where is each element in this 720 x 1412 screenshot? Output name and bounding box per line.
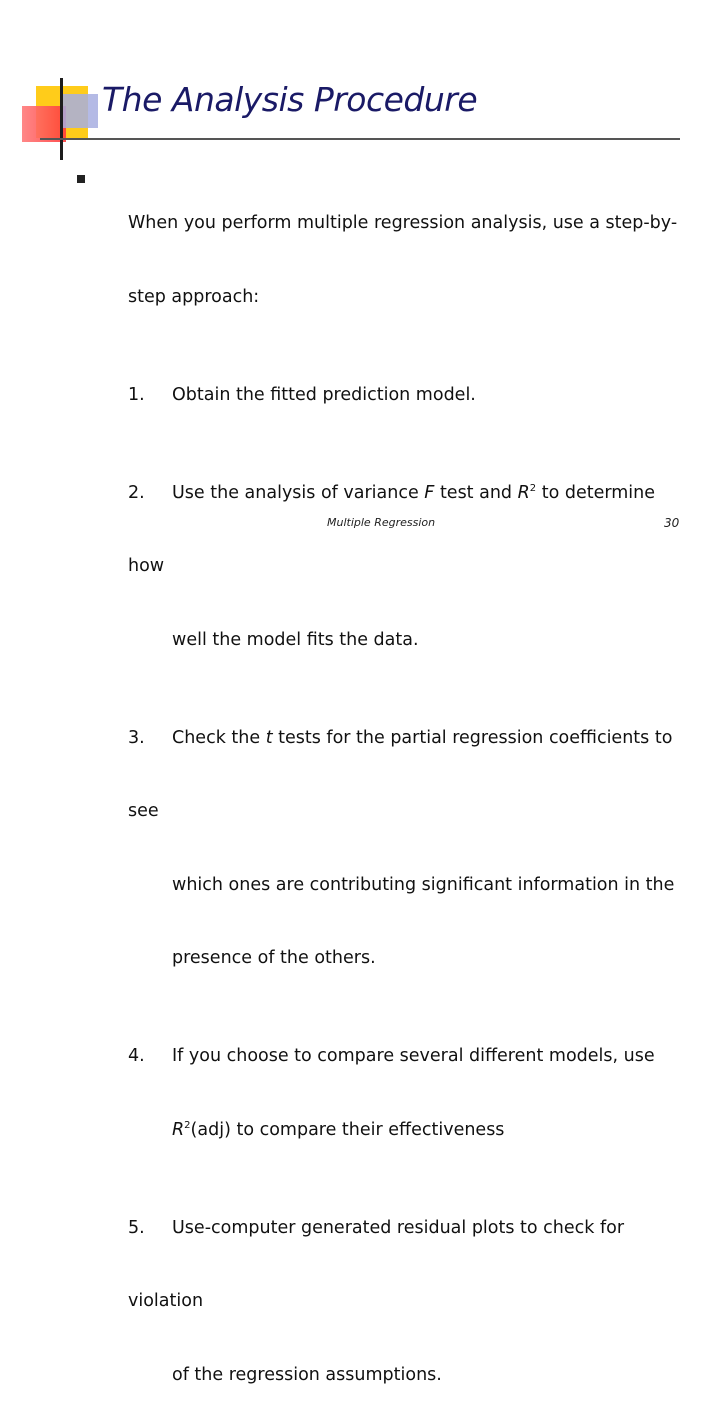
step-text: Use-computer generated residual plots to check for <box>172 1217 625 1238</box>
decorative-vertical-line <box>60 78 63 160</box>
step-2 <box>128 481 688 506</box>
r-symbol: R <box>172 1119 185 1140</box>
step-number: 1. <box>128 384 145 405</box>
step-continuation: of the regression assumptions. <box>172 1364 442 1385</box>
slide-body <box>128 162 688 1412</box>
step-continuation <box>128 1118 688 1143</box>
step-continuation: which ones are contributing significant information in the <box>172 874 675 895</box>
step-text: test and <box>434 482 518 503</box>
step-1 <box>128 383 688 408</box>
step-text: Check the <box>172 727 266 748</box>
decorative-blue-square <box>60 94 98 128</box>
step-number: 4. <box>128 1046 145 1066</box>
step-continuation: well the model fits the data. <box>172 629 419 650</box>
step-number: 2. <box>128 482 145 503</box>
step-text: (adj) to compare their effectiveness <box>190 1119 505 1140</box>
step-text: tests for the partial regression coefficients to <box>272 727 673 748</box>
superscript: 2 <box>184 1119 191 1131</box>
slide-title: The Analysis Procedure <box>102 80 478 119</box>
step-5 <box>128 1216 688 1241</box>
superscript: 2 <box>529 482 537 494</box>
step-3 <box>128 726 688 751</box>
step-number: 3. <box>128 727 145 748</box>
step-text: to determine <box>536 482 656 503</box>
title-underline <box>40 138 680 140</box>
step-number: 5. <box>128 1217 145 1238</box>
r-symbol: R <box>517 482 530 503</box>
step-text: Obtain the fitted prediction model. <box>172 384 476 405</box>
t-symbol: t <box>265 727 273 748</box>
step-4 <box>128 1044 688 1069</box>
slide-footer: Multiple Regression <box>327 516 436 529</box>
wrap-word: see <box>128 801 159 821</box>
body-line: When you perform multiple regression analysis, use a step-by- <box>128 213 678 233</box>
page-number: 30 <box>664 516 680 530</box>
step-continuation: presence of the others. <box>172 948 376 968</box>
body-line: step approach: <box>128 286 260 307</box>
step-text: Use the analysis of variance <box>172 482 425 503</box>
f-symbol: F <box>424 482 435 503</box>
bullet-square-icon <box>77 175 85 183</box>
wrap-word: how <box>128 556 165 576</box>
step-text: If you choose to compare several different models, use <box>172 1046 655 1066</box>
wrap-word: violation <box>128 1291 204 1311</box>
